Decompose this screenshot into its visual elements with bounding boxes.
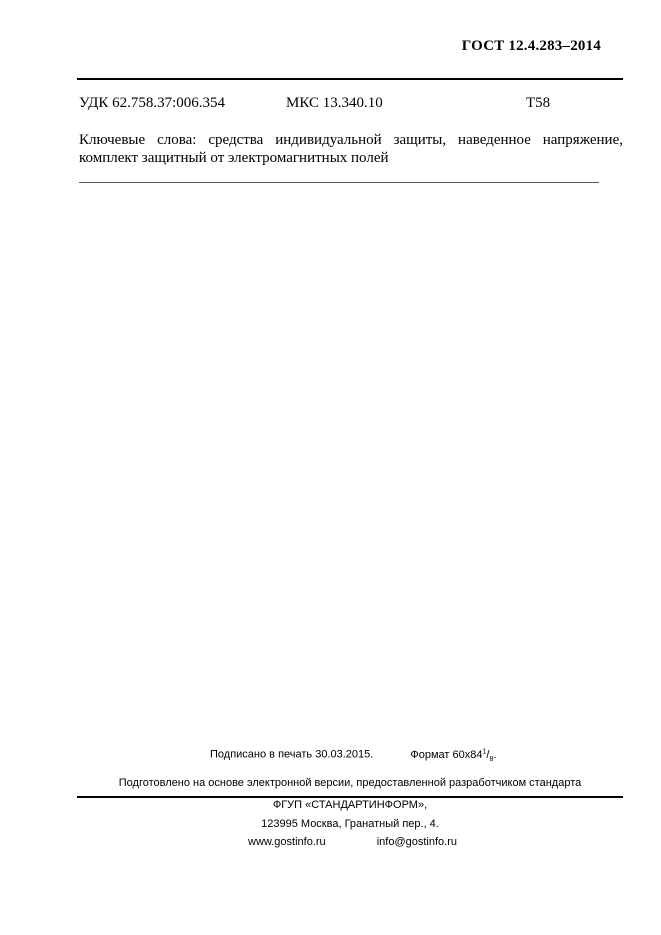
- publisher-contacts: [248, 836, 457, 848]
- keyword-word: индивидуальной: [275, 132, 382, 148]
- okp-code: Т58: [526, 95, 551, 111]
- format-numerator: 1: [482, 748, 487, 755]
- signed-date: Подписано в печать 30.03.2015.: [210, 748, 374, 761]
- footer-divider: [77, 796, 623, 798]
- email-link[interactable]: info@gostinfo.ru: [376, 836, 457, 848]
- publisher-address: 123995 Москва, Гранатный пер., 4.: [261, 818, 439, 830]
- print-signature-line: [210, 748, 496, 763]
- keywords-divider: [79, 182, 599, 183]
- keyword-word: слова:: [157, 132, 197, 148]
- keywords-line-1: [79, 131, 623, 149]
- mks-code: МКС 13.340.10: [286, 95, 383, 111]
- keywords-block: [79, 131, 623, 167]
- keywords-line-2: комплект защитный от электромагнитных полей: [79, 150, 389, 166]
- format-tail: .: [493, 748, 497, 761]
- paper-format: Формат $60x84^1/_8$.: [410, 748, 497, 763]
- keyword-word: напряжение,: [542, 132, 623, 148]
- udk-code: УДК 62.758.37:006.354: [79, 95, 226, 111]
- format-denominator: 8: [489, 755, 494, 763]
- header-divider: [77, 78, 623, 80]
- keyword-word: Ключевые: [79, 132, 146, 148]
- document-code: ГОСТ 12.4.283–2014: [461, 38, 601, 54]
- keyword-word: средства: [208, 132, 264, 148]
- publisher-name: ФГУП «СТАНДАРТИНФОРМ»,: [272, 799, 428, 811]
- format-label: Формат 60x84: [410, 748, 483, 761]
- classification-row: [79, 95, 623, 115]
- keyword-word: защиты,: [393, 132, 447, 148]
- prepared-note: Подготовлено на основе электронной версии, предоставленной разработчиком стандарта: [118, 777, 582, 789]
- website-link[interactable]: www.gostinfo.ru: [248, 836, 326, 848]
- keyword-word: наведенное: [458, 132, 531, 148]
